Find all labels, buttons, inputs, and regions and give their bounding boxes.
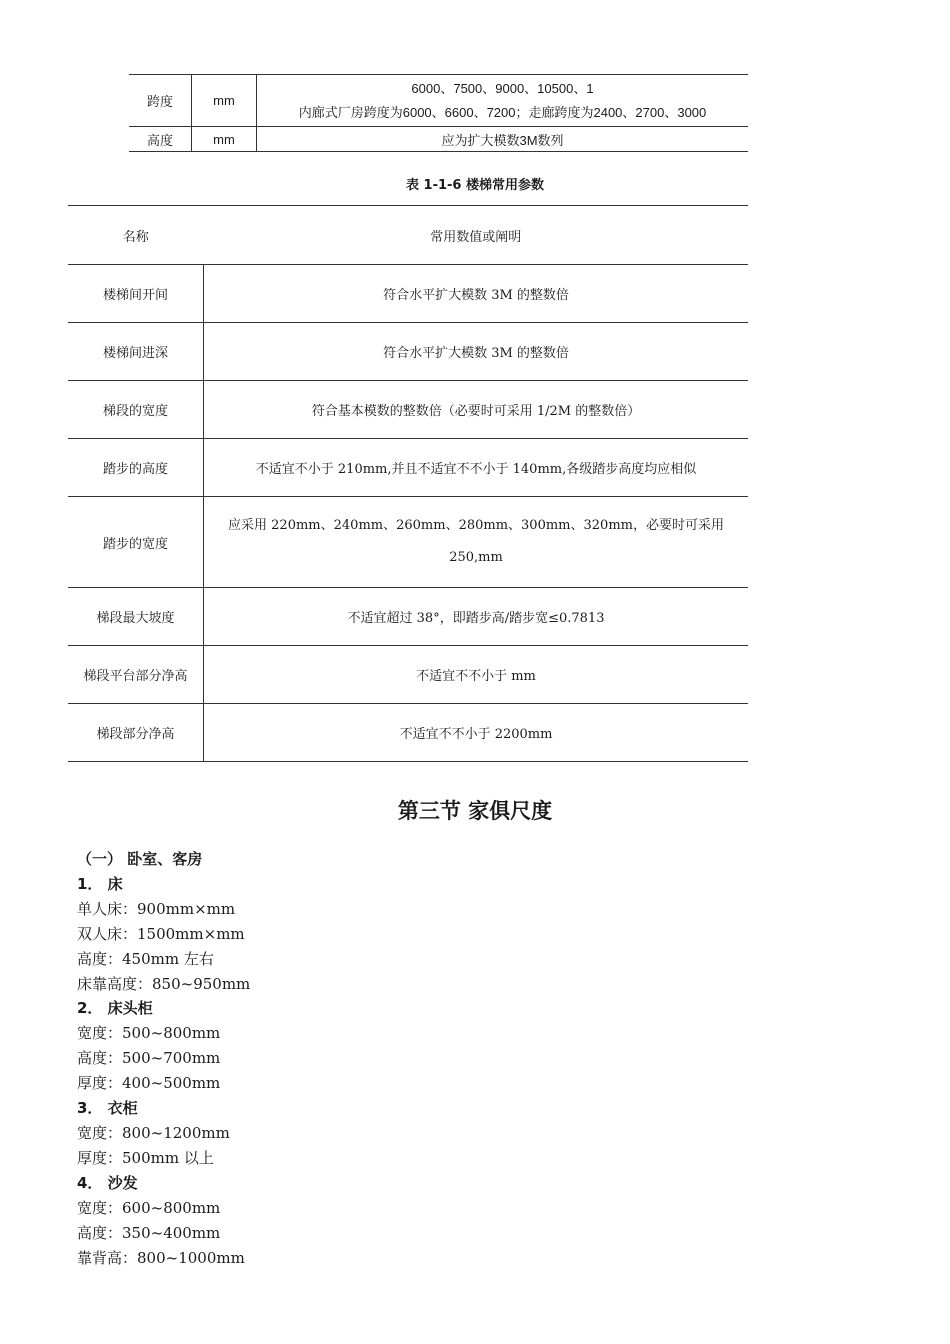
row-value: 符合水平扩大模数 3M 的整数倍 xyxy=(204,265,749,323)
item-line: 床靠高度：850~950mm xyxy=(77,974,251,993)
row-name: 楼梯间进深 xyxy=(68,323,204,381)
item-heading: 4． 沙发 xyxy=(77,1173,138,1192)
item-line: 宽度：800~1200mm xyxy=(77,1123,230,1142)
stair-params-table xyxy=(68,205,748,762)
item-line: 单人床：900mm×mm xyxy=(77,899,236,918)
row-value: 符合基本模数的整数倍（必要时可采用 1/2M 的整数倍） xyxy=(204,381,749,439)
building-params-table-fragment xyxy=(129,74,748,152)
header-value: 常用数值或阐明 xyxy=(204,206,749,265)
row-value xyxy=(204,497,749,588)
item-line: 高度：500~700mm xyxy=(77,1049,221,1068)
section-body xyxy=(77,847,250,1270)
table-row xyxy=(68,265,748,323)
item-line: 高度：350~400mm xyxy=(77,1223,221,1242)
row-value: 不适宜不不小于 2200mm xyxy=(204,704,749,762)
subsection-heading: （一） 卧室、客房 xyxy=(77,850,203,868)
table-row xyxy=(129,75,748,127)
table-caption: 表 1-1-6 楼梯常用参数 xyxy=(406,178,544,193)
header-name: 名称 xyxy=(68,206,204,265)
row-name: 踏步的宽度 xyxy=(68,497,204,588)
item-heading: 3． 衣柜 xyxy=(77,1099,138,1118)
item-line: 厚度：400~500mm xyxy=(77,1074,221,1093)
row-name: 梯段平台部分净高 xyxy=(68,646,204,704)
row-name: 楼梯间开间 xyxy=(68,265,204,323)
param-name: 高度 xyxy=(129,127,192,152)
param-value: 应为扩大模数3M数列 xyxy=(257,127,749,152)
table-row xyxy=(68,497,748,588)
item-line: 宽度：600~800mm xyxy=(77,1198,221,1217)
table-row xyxy=(68,646,748,704)
table-header-row xyxy=(68,206,748,265)
item-line: 高度：450mm 左右 xyxy=(77,949,214,968)
row-value: 不适宜超过 38°，即踏步高/踏步宽≤0.7813 xyxy=(204,588,749,646)
param-name: 跨度 xyxy=(129,75,192,127)
value-line: 250,mm xyxy=(449,550,503,565)
param-unit: mm xyxy=(192,75,257,127)
row-name: 踏步的高度 xyxy=(68,439,204,497)
table-row xyxy=(68,588,748,646)
param-value xyxy=(257,75,749,127)
row-name: 梯段部分净高 xyxy=(68,704,204,762)
value-line: 6000、7500、9000、10500、1 xyxy=(411,80,594,96)
row-value: 符合水平扩大模数 3M 的整数倍 xyxy=(204,323,749,381)
row-name: 梯段最大坡度 xyxy=(68,588,204,646)
item-heading: 1． 床 xyxy=(77,874,123,893)
table-row xyxy=(68,323,748,381)
param-unit: mm xyxy=(192,127,257,152)
item-line: 宽度：500~800mm xyxy=(77,1024,221,1043)
table-row xyxy=(68,704,748,762)
value-line: 应采用 220mm、240mm、260mm、280mm、300mm、320mm，必要时可采用 xyxy=(228,518,724,533)
item-line: 双人床：1500mm×mm xyxy=(77,924,245,943)
row-name: 梯段的宽度 xyxy=(68,381,204,439)
table-row xyxy=(68,439,748,497)
item-heading: 2． 床头柜 xyxy=(77,999,153,1018)
row-value: 不适宜不不小于 mm xyxy=(204,646,749,704)
item-line: 厚度：500mm 以上 xyxy=(77,1148,214,1167)
table-row xyxy=(68,381,748,439)
section-title: 第三节 家俱尺度 xyxy=(397,799,553,823)
table-row xyxy=(129,127,748,152)
item-line: 靠背高：800~1000mm xyxy=(77,1248,245,1267)
row-value: 不适宜不小于 210mm,并且不适宜不不小于 140mm,各级踏步高度均应相似 xyxy=(204,439,749,497)
value-line: 内廊式厂房跨度为6000、6600、7200；走廊跨度为2400、2700、3000 xyxy=(298,104,707,120)
